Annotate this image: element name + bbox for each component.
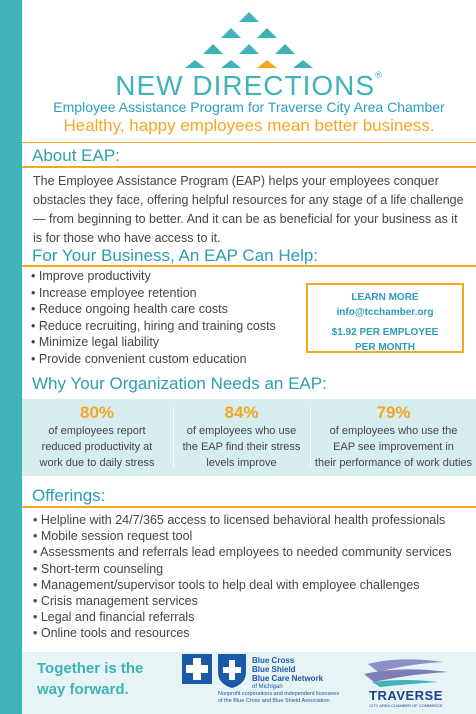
stat-percent: 80% xyxy=(79,403,115,422)
business-heading: For Your Business, An EAP Can Help: xyxy=(32,246,319,265)
divider-line xyxy=(22,166,476,168)
list-item: • Helpline with 24/7/365 access to licensed behavioral health professionals xyxy=(33,512,451,528)
list-item: • Increase employee retention xyxy=(31,285,276,302)
stat-text: of employees who use the xyxy=(329,425,458,437)
learn-more-box xyxy=(306,283,464,353)
list-item: • Mobile session request tool xyxy=(33,528,451,544)
offerings-list xyxy=(33,512,451,642)
blue-cross-blue-shield-logo-icon xyxy=(180,650,250,690)
list-item: • Online tools and resources xyxy=(33,625,451,641)
registered-mark: ® xyxy=(375,70,383,80)
flyer-content xyxy=(22,0,476,714)
list-item: • Management/supervisor tools to help deal with employee challenges xyxy=(33,577,451,593)
stat-text: the EAP find their stress xyxy=(182,441,301,453)
traverse-subtitle: CITY AREA CHAMBER OF COMMERCE xyxy=(369,703,443,708)
business-benefits-list xyxy=(31,268,276,367)
price-line: $1.92 PER EMPLOYEE xyxy=(331,327,439,338)
why-heading: Why Your Organization Needs an EAP: xyxy=(32,374,327,393)
divider-line xyxy=(22,506,476,508)
price-line: PER MONTH xyxy=(355,342,415,353)
stat-card xyxy=(311,403,476,480)
stat-text: of employees report xyxy=(48,425,146,437)
brand-text: NEW DIRECTIONS xyxy=(115,70,376,101)
new-directions-logo-icon xyxy=(22,8,476,68)
tagline: Healthy, happy employees mean better business. xyxy=(63,116,435,135)
stat-text: reduced productivity at xyxy=(41,441,153,453)
contact-email[interactable]: info@tcchamber.org xyxy=(336,307,434,318)
divider-line xyxy=(22,142,476,143)
list-item: • Legal and financial referrals xyxy=(33,609,451,625)
list-item: • Assessments and referrals lead employees to needed community services xyxy=(33,544,451,560)
stat-text: levels improve xyxy=(206,457,277,469)
stat-card xyxy=(22,403,172,480)
divider-line xyxy=(22,265,476,267)
program-subtitle: Employee Assistance Program for Traverse City Area Chamber xyxy=(53,99,445,115)
stat-text: their performance of work duties xyxy=(314,457,473,469)
bc-line: Blue Shield xyxy=(252,665,296,674)
learn-more-label: LEARN MORE xyxy=(351,292,419,303)
about-body: The Employee Assistance Program (EAP) helps your employees conquer obstacles they face, offering helpful resources for any stage of a life challenge — from beginning to better. And it can be as beneficial for your business as it is for those who have access to it. xyxy=(33,174,464,245)
offerings-heading: Offerings: xyxy=(32,486,106,505)
stat-text: of employees who use xyxy=(186,425,297,437)
stat-text: EAP see improvement in xyxy=(333,441,454,453)
bc-line: Blue Cross xyxy=(252,656,295,665)
stats-band xyxy=(22,399,476,476)
list-item: • Reduce ongoing health care costs xyxy=(31,301,276,318)
brand-name xyxy=(22,70,476,102)
bc-note-line: Nonprofit corporations and independent licensees xyxy=(218,691,340,697)
footer-tagline-line: way forward. xyxy=(37,681,129,698)
list-item: • Crisis management services xyxy=(33,593,451,609)
traverse-chamber-logo-icon xyxy=(358,654,454,688)
stat-percent: 79% xyxy=(376,403,411,422)
stat-card xyxy=(174,403,309,480)
stat-text: work due to daily stress xyxy=(39,457,155,469)
bc-note-line: of the Blue Cross and Blue Shield Association xyxy=(218,698,330,704)
list-item: • Reduce recruiting, hiring and training costs xyxy=(31,318,276,335)
stat-percent: 84% xyxy=(224,403,259,422)
bc-licensee-note xyxy=(218,691,339,705)
list-item: • Improve productivity xyxy=(31,268,276,285)
bc-line: of Michigan xyxy=(252,684,283,690)
footer-tagline xyxy=(37,658,143,700)
left-accent-bar xyxy=(0,0,22,714)
list-item: • Provide convenient custom education xyxy=(31,351,276,368)
list-item: • Minimize legal liability xyxy=(31,334,276,351)
about-heading: About EAP: xyxy=(32,146,120,165)
footer-tagline-line: Together is the xyxy=(37,660,144,677)
list-item: • Short-term counseling xyxy=(33,561,451,577)
traverse-wordmark: TRAVERSE xyxy=(369,688,443,703)
blue-cross-wordmark xyxy=(252,656,323,692)
bc-line: Blue Care Network xyxy=(252,674,324,683)
